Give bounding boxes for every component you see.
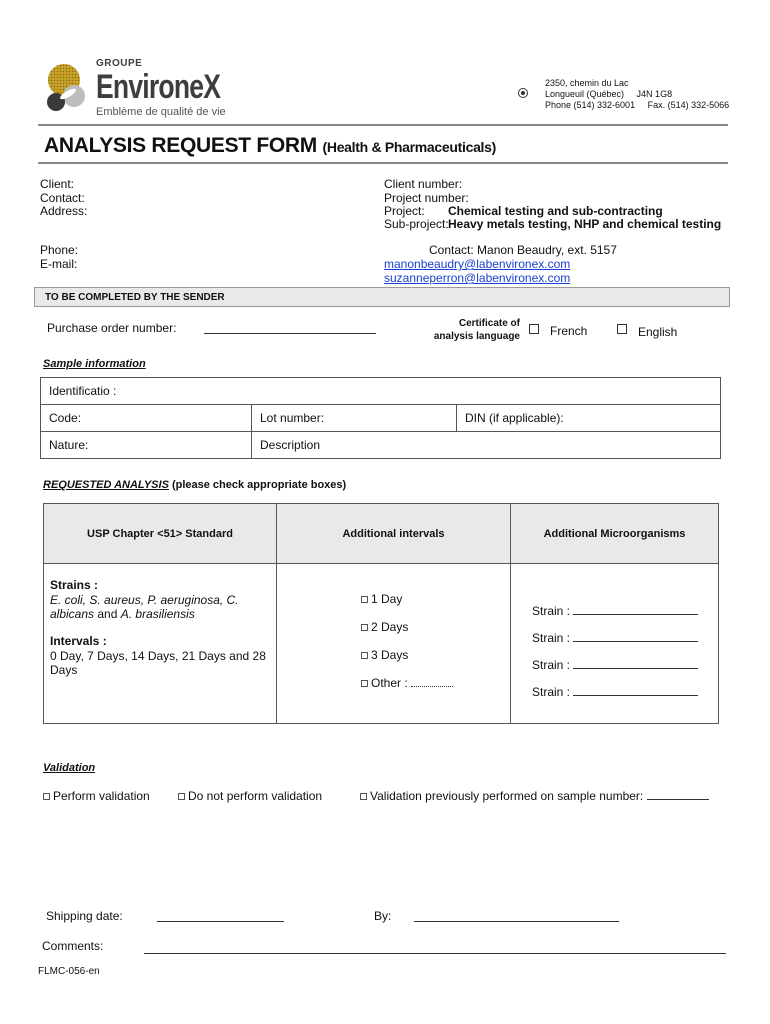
sender-bar-label: TO BE COMPLETED BY THE SENDER bbox=[45, 292, 225, 303]
not-perform-validation-checkbox[interactable] bbox=[178, 793, 185, 800]
sample-info-heading: Sample information bbox=[43, 358, 146, 370]
address-line-1: 2350, chemin du Lac bbox=[545, 78, 629, 88]
cert-label-1: Certificate of bbox=[458, 318, 520, 329]
additional-intervals-cell bbox=[277, 564, 511, 724]
english-label: English bbox=[638, 325, 678, 339]
interval-other-checkbox[interactable] bbox=[361, 680, 368, 687]
din-field[interactable]: DIN (if applicable): bbox=[457, 405, 721, 432]
comments-input[interactable] bbox=[144, 953, 726, 954]
project-number-label: Project number: bbox=[384, 191, 469, 205]
title-main: ANALYSIS REQUEST FORM bbox=[44, 134, 317, 157]
client-number-label: Client number: bbox=[384, 177, 463, 191]
form-code: FLMC-056-en bbox=[38, 966, 100, 977]
shipping-date-label: Shipping date: bbox=[46, 909, 123, 923]
interval-2-checkbox[interactable] bbox=[361, 624, 368, 631]
subproject-label: Sub-project: bbox=[384, 217, 449, 231]
cert-label-2: analysis language bbox=[433, 331, 520, 342]
french-checkbox[interactable] bbox=[529, 324, 539, 334]
subproject-value: Heavy metals testing, NHP and chemical testing bbox=[448, 217, 722, 231]
requested-heading-note: (please check appropriate boxes) bbox=[171, 479, 347, 491]
nature-field[interactable]: Nature: bbox=[41, 432, 252, 459]
interval-1-option[interactable] bbox=[361, 592, 510, 620]
strain-label-1: Strain : bbox=[532, 604, 571, 618]
address-line-3: Phone (514) 332-6001 Fax. (514) 332-5066 bbox=[545, 100, 730, 110]
usp-standard-cell bbox=[44, 564, 277, 724]
strain-row-2 bbox=[532, 631, 718, 658]
french-label: French bbox=[550, 324, 588, 338]
strains-label: Strains : bbox=[50, 578, 99, 592]
strain-row-1 bbox=[532, 604, 718, 631]
identification-field[interactable]: Identificatio : bbox=[41, 378, 721, 405]
additional-microorganisms-cell bbox=[511, 564, 719, 724]
strain-input-1[interactable] bbox=[573, 614, 698, 615]
lot-field[interactable]: Lot number: bbox=[252, 405, 457, 432]
previous-validation-checkbox[interactable] bbox=[360, 793, 367, 800]
strain-row-3 bbox=[532, 658, 718, 685]
strain-brasiliensis: A. brasiliensis bbox=[120, 607, 195, 621]
strain-input-2[interactable] bbox=[573, 641, 698, 642]
strain-label-4: Strain : bbox=[532, 685, 571, 699]
strains-line-1: E. coli, S. aureus, P. aeruginosa, C. bbox=[50, 593, 239, 607]
title-divider bbox=[38, 162, 728, 164]
not-perform-validation-option[interactable] bbox=[178, 789, 322, 803]
page-title bbox=[44, 134, 496, 158]
shipping-date-input[interactable] bbox=[157, 921, 284, 922]
brand-groupe: GROUPE bbox=[96, 58, 143, 69]
interval-2-label: 2 Days bbox=[371, 620, 409, 634]
strain-input-4[interactable] bbox=[573, 695, 698, 696]
interval-3-option[interactable] bbox=[361, 648, 510, 676]
validation-heading: Validation bbox=[43, 762, 96, 774]
address-label: Address: bbox=[40, 204, 88, 218]
address-line-2: Longueuil (Québec) J4N 1G8 bbox=[545, 89, 673, 99]
previous-validation-label: Validation previously performed on sample number: bbox=[370, 789, 644, 803]
comments-label: Comments: bbox=[42, 939, 104, 953]
brand-name: EnvironeX bbox=[96, 68, 221, 106]
english-checkbox[interactable] bbox=[617, 324, 627, 334]
intervals-line-2: Days bbox=[50, 663, 78, 677]
interval-3-checkbox[interactable] bbox=[361, 652, 368, 659]
strain-label-2: Strain : bbox=[532, 631, 571, 645]
interval-other-input[interactable] bbox=[411, 686, 453, 687]
strain-row-4 bbox=[532, 685, 718, 712]
code-field[interactable]: Code: bbox=[41, 405, 252, 432]
target-icon bbox=[518, 88, 528, 98]
previous-sample-number-input[interactable] bbox=[647, 799, 709, 800]
col-additional-intervals: Additional intervals bbox=[277, 504, 511, 564]
contact-line: Contact: Manon Beaudry, ext. 5157 bbox=[429, 243, 617, 257]
email-label: E-mail: bbox=[40, 257, 78, 271]
by-input[interactable] bbox=[414, 921, 619, 922]
strain-albicans: albicans bbox=[50, 607, 95, 621]
interval-other-option[interactable] bbox=[361, 676, 510, 704]
sample-info-table bbox=[40, 377, 721, 459]
description-field[interactable]: Description bbox=[252, 432, 721, 459]
project-label: Project: bbox=[384, 204, 425, 218]
requested-analysis-heading bbox=[43, 479, 346, 491]
interval-1-checkbox[interactable] bbox=[361, 596, 368, 603]
requested-heading-main: REQUESTED ANALYSIS bbox=[43, 479, 169, 491]
strain-input-3[interactable] bbox=[573, 668, 698, 669]
sender-section-bar bbox=[34, 287, 730, 307]
col-additional-microorganisms: Additional Microorganisms bbox=[511, 504, 719, 564]
po-input[interactable] bbox=[204, 333, 376, 334]
strains-line-2 bbox=[50, 607, 270, 621]
strain-label-3: Strain : bbox=[532, 658, 571, 672]
perform-validation-option[interactable] bbox=[43, 789, 150, 803]
brand-tagline: Emblème de qualité de vie bbox=[96, 106, 226, 118]
perform-validation-checkbox[interactable] bbox=[43, 793, 50, 800]
header-divider bbox=[38, 124, 728, 126]
interval-3-label: 3 Days bbox=[371, 648, 409, 662]
title-sub: (Health & Pharmaceuticals) bbox=[322, 139, 496, 155]
po-label: Purchase order number: bbox=[47, 321, 177, 335]
project-value: Chemical testing and sub-contracting bbox=[448, 204, 663, 218]
previous-validation-option[interactable] bbox=[360, 789, 709, 803]
interval-1-label: 1 Day bbox=[371, 592, 403, 606]
perform-validation-label: Perform validation bbox=[53, 789, 150, 803]
email-link-suzanne[interactable]: suzanneperron@labenvironex.com bbox=[384, 271, 571, 285]
intervals-label: Intervals : bbox=[50, 634, 107, 648]
by-label: By: bbox=[374, 909, 392, 923]
interval-2-option[interactable] bbox=[361, 620, 510, 648]
environex-logo-icon bbox=[44, 58, 92, 114]
contact-label: Contact: bbox=[40, 191, 85, 205]
col-usp-standard: USP Chapter <51> Standard bbox=[44, 504, 277, 564]
email-link-manon[interactable]: manonbeaudry@labenvironex.com bbox=[384, 257, 571, 271]
not-perform-validation-label: Do not perform validation bbox=[188, 789, 323, 803]
phone-label: Phone: bbox=[40, 243, 79, 257]
requested-analysis-table bbox=[43, 503, 719, 724]
intervals-line-1: 0 Day, 7 Days, 14 Days, 21 Days and 28 bbox=[50, 649, 266, 663]
strain-and: and bbox=[94, 607, 121, 621]
interval-other-label: Other : bbox=[371, 676, 408, 690]
client-label: Client: bbox=[40, 177, 75, 191]
